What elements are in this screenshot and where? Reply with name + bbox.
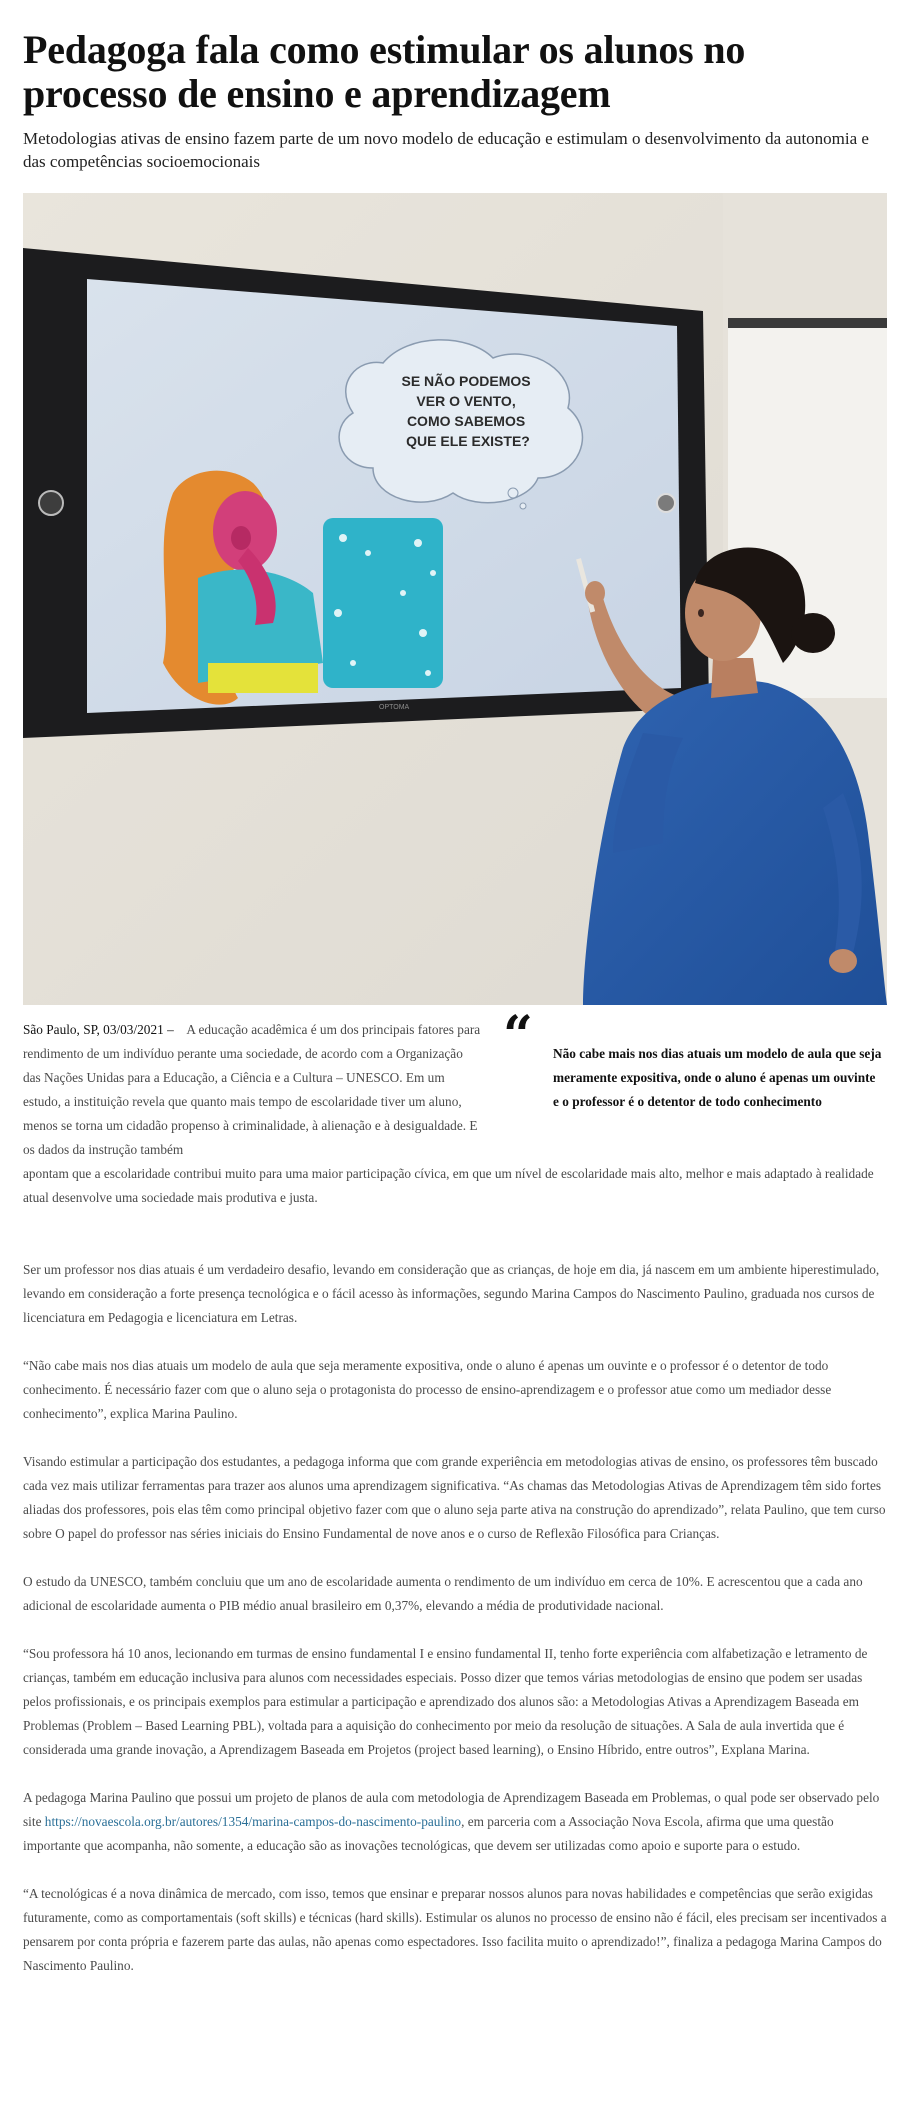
- paragraph-4: O estudo da UNESCO, também concluiu que um ano de escolaridade aumenta o rendimento de um indivíduo em cerca de 10%. E acrescentou que a cada ano adicional de escolaridade aumenta o PIB médio anual brasileiro em 0,37%, elevando a média de produtividade nacional.: [23, 1574, 863, 1613]
- paragraph-7: “A tecnológicas é a nova dinâmica de mercado, com isso, temos que ensinar e preparar nossos alunos para novas habilidades e competências que serão exigidas futuramente, como as comportamentais (soft skills) e técnicas (hard skills). Estimular os alunos no processo de ensino não é fácil, eles precisam ser incentivados a pensarem por conta própria e fazerem parte das aulas, não apenas como espectadores. Isso facilita muito o aprendizado!”, finaliza a pedagoga Marina Campos do Nascimento Paulino.: [23, 1886, 887, 1973]
- pull-quote-text: Não cabe mais nos dias atuais um modelo de aula que seja meramente expositiva, onde o aluno é apenas um ouvinte e o professor é o detentor de todo conhecimento: [553, 1046, 882, 1109]
- article-photo: [23, 193, 887, 1005]
- lead-tail: apontam que a escolaridade contribui muito para uma maior participação cívica, em que um nível de escolaridade mais alto, melhor e mais adaptado à realidade atual desenvolve uma sociedade mais produtiva e justa.: [23, 1166, 874, 1205]
- bubble-line-2: VER O VENTO,: [416, 393, 516, 409]
- paragraph-1: Ser um professor nos dias atuais é um verdadeiro desafio, levando em consideração que as crianças, de hoje em dia, já nascem em um ambiente hiperestimulado, levando em consideração a forte presença tecnológica e o fácil acesso às informações, segundo Marina Campos do Nascimento Paulino, graduada nos cursos de licenciatura em Pedagogia e licenciatura em Letras.: [23, 1262, 880, 1325]
- article-subtitle: Metodologias ativas de ensino fazem parte de um novo modelo de educação e estimulam o desenvolvimento da autonomia e das competências socioemocionais: [23, 129, 869, 171]
- bubble-line-4: QUE ELE EXISTE?: [406, 433, 530, 449]
- paragraph-2: “Não cabe mais nos dias atuais um modelo de aula que seja meramente expositiva, onde o aluno é apenas um ouvinte e o professor é o detentor de todo conhecimento. É necessário fazer com que o aluno seja o protagonista do processo de ensino-aprendizagem e o professor atue como um mediador desse conhecimento”, explica Marina Paulino.: [23, 1358, 832, 1421]
- article-body: [23, 1005, 887, 2002]
- lead-block: [23, 1005, 887, 1162]
- dateline: São Paulo, SP, 03/03/2021 –: [23, 1022, 174, 1037]
- tv-brand: OPTOMA: [379, 704, 410, 711]
- lead-first: A educação acadêmica é um dos principais fatores para rendimento de um indivíduo perante uma sociedade, de acordo com a Organização das Nações Unidas para a Educação, a Ciência e a Cultura – UNESCO. Em um estudo, a instituição revela que quanto mais tempo de escolaridade tiver um aluno, menos se torna um cidadão propenso à criminalidade, à alienação e à desigualdade. E os dados da instrução também: [23, 1022, 481, 1157]
- bubble-line-1: SE NÃO PODEMOS: [401, 373, 531, 389]
- paragraph-6-after: , em parceria com a Associação Nova Escola, afirma que uma questão importante que acompanha, não somente, a educação são as inovações tecnológicas, que devem ser utilizadas como apoio e suporte para o estudo.: [23, 1814, 834, 1853]
- paragraph-3: Visando estimular a participação dos estudantes, a pedagoga informa que com grande experiência em metodologias ativas de ensino, os professores têm buscado cada vez mais utilizar ferramentas para trazer aos alunos uma aprendizagem significativa. “As chamas das Metodologias Ativas de Aprendizagem têm sido fortes aliadas dos professores, pois elas têm como principal objetivo fazer com que o aluno seja parte ativa na construção do aprendizado”, relata Paulino, que tem curso sobre O papel do professor nas séries iniciais do Ensino Fundamental de nove anos e o curso de Reflexão Filosófica para Crianças.: [23, 1454, 886, 1541]
- paragraph-6-before: A pedagoga Marina Paulino que possui um projeto de planos de aula com metodologia de Aprendizagem Baseada em Problemas, o qual pode ser observado pelo site: [23, 1790, 880, 1829]
- article-title: Pedagoga fala como estimular os alunos no processo de ensino e aprendizagem: [23, 27, 746, 116]
- nova-escola-link[interactable]: https://novaescola.org.br/autores/1354/marina-campos-do-nascimento-paulino: [44, 1814, 462, 1829]
- paragraph-5: “Sou professora há 10 anos, lecionando em turmas de ensino fundamental I e ensino fundamental II, tenho forte experiência com alfabetização e letramento de crianças, também em educação inclusiva para alunos com necessidades especiais. Posso dizer que temos várias metodologias de ensino que podem ser usadas pelos profissionais, e os principais exemplos para estimular a participação e aprendizado dos alunos são: a Metodologias Ativas a Aprendizagem Baseada em Problemas (Problem – Based Learning PBL), voltada para a aquisição do conhecimento por meio da resolução de situações. A Sala de aula invertida que é considerada uma grande inovação, a Aprendizagem Baseada em Projetos (project based learning), o Ensino Híbrido, entre outros”, Explana Marina.: [23, 1646, 868, 1757]
- quote-mark-icon: “: [503, 1005, 533, 1066]
- tv-screen: [23, 248, 709, 738]
- lead-paragraph: [23, 1018, 483, 1162]
- bubble-line-3: COMO SABEMOS: [406, 413, 526, 429]
- paragraph-6: [23, 1786, 887, 1858]
